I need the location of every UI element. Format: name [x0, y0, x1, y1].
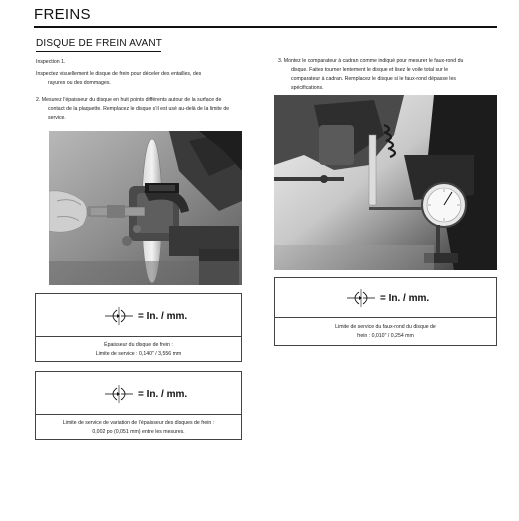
spec-box-disc-thickness [35, 293, 242, 362]
paragraph-line: Inspectez visuellement le disque de frein pour déceler des entailles, des [36, 71, 202, 77]
measure-icon-group [103, 306, 187, 326]
spec-line: Limite de service : 0,140" / 3,556 mm [95, 351, 182, 357]
step-3-line: 3. Montez le comparateur à cadran comme indiqué pour mesurer le faux-rond du [278, 58, 464, 64]
spec-box-header [36, 372, 241, 415]
step-2-line: contact de la plaquette. Remplacez le disque s’il est usé au-delà de la limite de [48, 106, 230, 112]
spec-line: Limite de service du faux-rond du disque de [335, 324, 436, 330]
spec-box-runout [274, 277, 497, 346]
spec-unit-label: = In. / mm. [138, 310, 188, 322]
spec-box-thickness-variation [35, 371, 242, 440]
section-title: DISQUE DE FREIN AVANT [36, 38, 163, 49]
page-title: FREINS [34, 6, 91, 23]
micrometer-on-brake-disc-photo [49, 131, 242, 285]
dial-indicator-on-brake-disc-photo [274, 95, 497, 270]
spec-line: 0,002 po (0,051 mm) entre les mesures. [92, 429, 185, 435]
step-2-line: 2. Mesurez l’épaisseur du disque en huit points différents autour de la surface de [36, 97, 222, 103]
step-2-line: service. [48, 115, 66, 121]
caliper-measurement-icon [103, 384, 135, 404]
spec-box-header [275, 278, 496, 318]
caliper-measurement-icon [345, 288, 377, 308]
spec-box-header [36, 294, 241, 337]
step-3-line: spécifications. [291, 85, 324, 91]
spec-line: Épaisseur du disque de frein : [104, 342, 173, 348]
spec-line: Limite de service de variation de l’épaisseur des disques de frein : [62, 420, 215, 426]
step-3-line: comparateur à cadran. Remplacez le disque si le faux-rond dépasse les [291, 76, 456, 82]
inspection-label: Inspection 1. [36, 59, 66, 65]
measure-icon-group [103, 384, 187, 404]
header-divider [34, 26, 497, 28]
paragraph-line: rayures ou des dommages. [48, 80, 111, 86]
step-3-line: disque. Faites tourner lentement le disque et lisez le voile total sur le [291, 67, 449, 73]
caliper-measurement-icon [103, 306, 135, 326]
section-title-underline [36, 51, 161, 52]
spec-unit-label: = In. / mm. [138, 388, 188, 400]
spec-unit-label: = In. / mm. [380, 292, 430, 304]
spec-line: frein : 0,010" / 0,254 mm [357, 333, 414, 339]
measure-icon-group [345, 288, 429, 308]
